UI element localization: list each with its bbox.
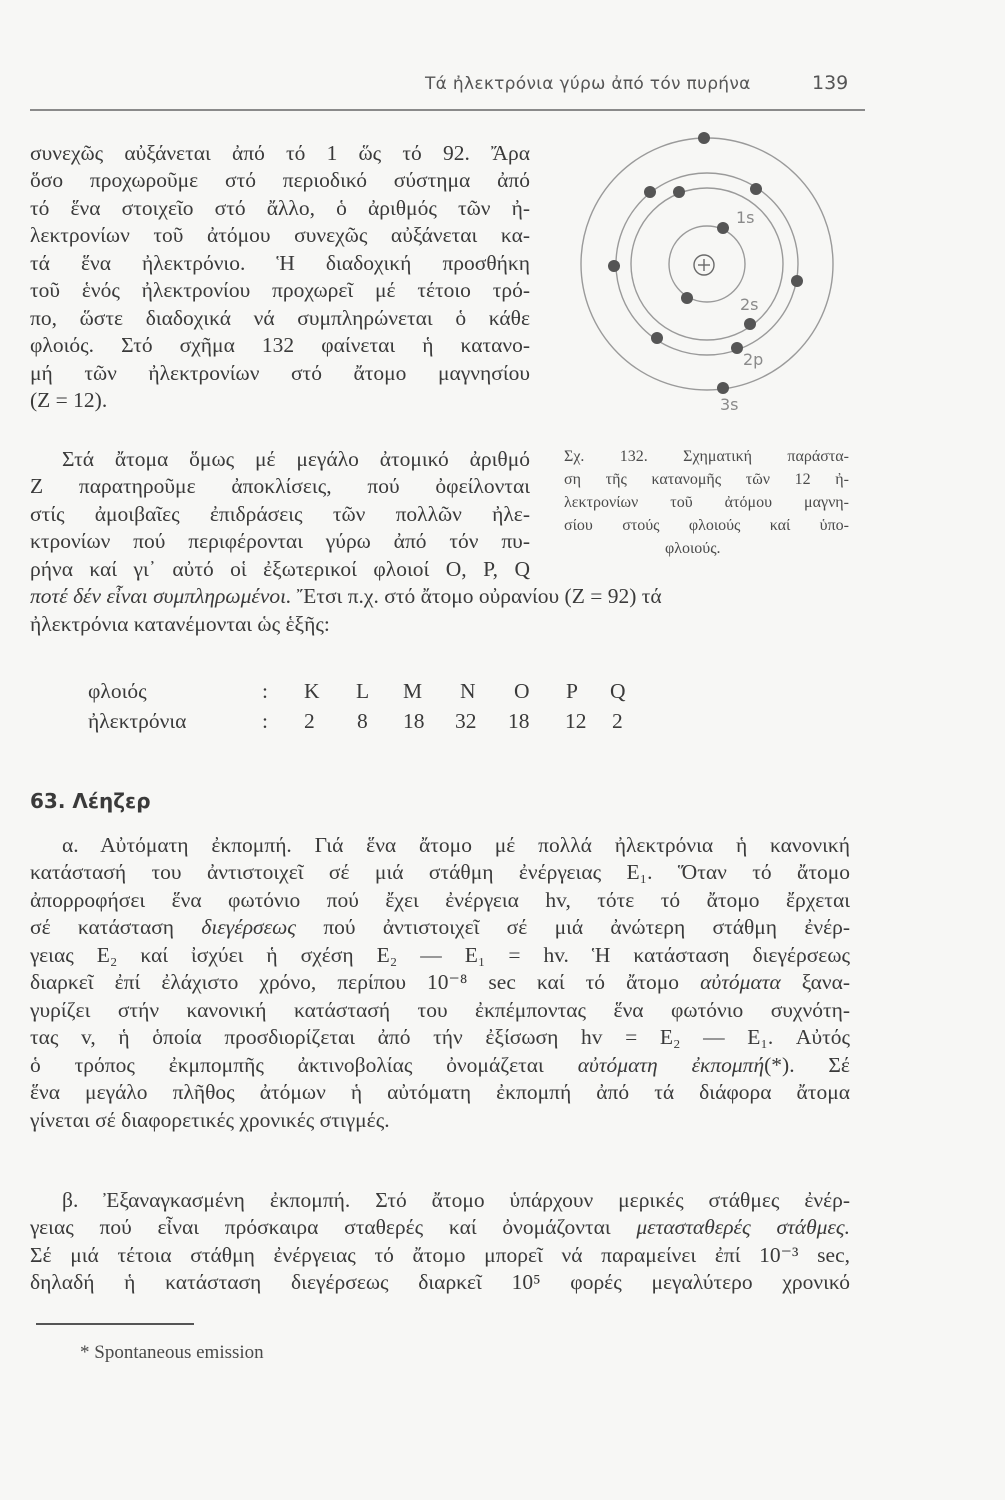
row-label: ἠλεκτρόνια xyxy=(88,709,187,733)
text-line: ἕνα μεγάλο πλῆθος ἀτόμων ἡ αὐτόματη ἐκπομπή ἀπό τά διάφορα ἄτομα xyxy=(30,1080,850,1104)
text-line: γίνεται σέ διαφορετικές χρονικές στιγμές. xyxy=(30,1108,390,1132)
text-line: γειας πού εἶναι πρόσκαιρα σταθερές καί ὀνομάζονται μετασταθερές στάθμες. xyxy=(30,1215,850,1239)
text-line: τά ἕνα ἠλεκτρόνιο. Ἡ διαδοχική προσθήκη xyxy=(30,251,530,275)
text-line: γυρίζει στήν κανονική κατάστασή του ἐκπέμποντας ἕνα φωτόνιο συχνότη- xyxy=(30,998,850,1022)
text-line: κτρονίων πού περιφέρονται γύρω ἀπό τόν πυ- xyxy=(30,529,530,553)
footnote-rule xyxy=(36,1323,194,1325)
text-line: τό ἕνα στοιχεῖο στό ἄλλο, ὁ ἀριθμός τῶν ἠ- xyxy=(30,196,530,220)
text-line: ἠλεκτρόνια κατανέμονται ὡς ἑξῆς: xyxy=(30,612,330,636)
section-heading: 63. Λέηζερ xyxy=(30,789,151,813)
text-line: Z παρατηροῦμε ἀποκλίσεις, πού ὀφείλονται xyxy=(30,474,530,498)
text-line: δηλαδή ἡ κατάσταση διεγέρσεως διαρκεῖ 10⁵ φορές μεγαλύτερο χρονικό xyxy=(30,1270,850,1294)
text-line: τας v, ἡ ὁποία προσδιορίζεται ἀπό τήν ἐξίσωση hv = E₂ — E₁. Αὐτός xyxy=(30,1025,850,1049)
shell-2s-orbit xyxy=(631,188,783,340)
table-cell: 8 xyxy=(357,709,368,733)
emphasis: αὐτόματη ἐκπομπή xyxy=(577,1053,765,1077)
text-line: διαρκεῖ ἐπί ἐλάχιστο χρόνο, περίπου 10⁻⁸ sec καί τό ἄτομο αὐτόματα ξανα- xyxy=(30,970,850,994)
text-line: ρήνα καί γι᾽ αὐτό οἱ ἐξωτερικοί φλοιοί O, P, Q xyxy=(30,557,530,581)
table-cell: K xyxy=(304,679,320,703)
text-line: α. Αὐτόματη ἐκπομπή. Γιά ἕνα ἄτομο μέ πολλά ἠλεκτρόνια ἡ κανονική xyxy=(62,833,850,857)
magnesium-atom-diagram xyxy=(560,120,860,420)
row-label: φλοιός xyxy=(88,679,147,703)
caption-line: λεκτρονίων τοῦ ἀτόμου μαγνη- xyxy=(564,494,849,511)
table-cell: L xyxy=(356,679,370,703)
text-line: μή τῶν ἠλεκτρονίων στό ἄτομο μαγνησίου xyxy=(30,361,530,385)
text-line: τοῦ ἑνός ἠλεκτρονίου προχωρεῖ μέ τέτοιο τρό- xyxy=(30,278,530,302)
text-line: φλοιός. Στό σχῆμα 132 φαίνεται ἡ κατανο- xyxy=(30,333,530,357)
emphasis: ποτέ δέν εἶναι συμπληρωμένοι. xyxy=(30,584,292,608)
table-cell: 18 xyxy=(403,709,425,733)
emphasis: διεγέρσεως xyxy=(201,915,297,939)
caption-line: ση τῆς κατανομῆς τῶν 12 ἠ- xyxy=(564,471,849,488)
text-line: (Z = 12). xyxy=(30,388,108,412)
label-2s: 2s xyxy=(740,295,759,314)
emphasis: μετασταθερές στάθμες. xyxy=(636,1215,850,1239)
text-line: ποτέ δέν εἶναι συμπληρωμένοι. Ἔτσι π.χ. στό ἄτομο οὐρανίου (Z = 92) τά xyxy=(30,584,662,608)
page-number: 139 xyxy=(812,72,849,94)
shell-1s-orbit xyxy=(669,226,745,302)
table-cell: 2 xyxy=(612,709,623,733)
table-cell: N xyxy=(460,679,476,703)
table-cell: M xyxy=(403,679,423,703)
label-3s: 3s xyxy=(720,395,739,414)
text-line: ὁ τρόπος ἐκμπομπῆς ἀκτινοβολίας ὀνομάζεται αὐτόματη ἐκπομπή(*). Σέ xyxy=(30,1053,850,1077)
text-line: ἀπορροφήσει ἕνα φωτόνιο πού ἔχει ἐνέργεια hv, τότε τό ἄτομο ἔρχεται xyxy=(30,888,850,912)
text-line: σέ κατάσταση διεγέρσεως πού ἀντιστοιχεῖ σέ μιά ἀνώτερη στάθμη ἐνέρ- xyxy=(30,915,851,939)
caption-line: Σχ. 132. Σχηματική παράστα- xyxy=(564,448,849,465)
text-line: ὅσο προχωροῦμε στό περιοδικό σύστημα ἀπό xyxy=(30,168,530,192)
text-line: στίς ἀμοιβαῖες ἐπιδράσεις τῶν πολλῶν ἠλε- xyxy=(30,502,530,526)
text-line: συνεχῶς αὐξάνεται ἀπό τό 1 ὥς τό 92. Ἄρα xyxy=(30,141,530,165)
table-cell: 32 xyxy=(455,709,477,733)
table-cell: 18 xyxy=(508,709,530,733)
table-cell: P xyxy=(566,679,578,703)
shell-2p-orbit xyxy=(616,173,798,355)
atom-shells-figure xyxy=(560,120,860,420)
text-line: β. Ἐξαναγκασμένη ἐκπομπή. Στό ἄτομο ὑπάρχουν μερικές στάθμες ἐνέρ- xyxy=(62,1188,850,1212)
text-line: πο, ὥστε διαδοχικά νά συμπληρώνεται ὁ κάθε xyxy=(30,306,530,330)
label-2p: 2p xyxy=(743,350,764,369)
row-colon: : xyxy=(262,679,268,703)
table-cell: 2 xyxy=(304,709,315,733)
nucleus-icon xyxy=(694,255,714,275)
footnote: * Spontaneous emission xyxy=(80,1342,264,1363)
header-rule xyxy=(30,109,865,111)
running-head: Τά ἠλεκτρόνια γύρω ἀπό τόν πυρήνα xyxy=(425,74,751,94)
caption-line: φλοιούς. xyxy=(665,540,721,557)
text-line: γειας E₂ καί ἰσχύει ἡ σχέση E₂ — E₁ = hv. Ἡ κατάσταση διεγέρσεως xyxy=(30,943,850,967)
caption-line: σίου στούς φλοιούς καί ὑπο- xyxy=(564,517,849,534)
text-line: Στά ἄτομα ὅμως μέ μεγάλο ἀτομικό ἀριθμό xyxy=(62,447,530,471)
row-colon: : xyxy=(262,709,268,733)
table-cell: 12 xyxy=(565,709,587,733)
table-cell: O xyxy=(514,679,530,703)
table-cell: Q xyxy=(610,679,626,703)
text-line: κατάστασή του ἀντιστοιχεῖ σέ μιά στάθμη ἐνέργειας E₁. Ὅταν τό ἄτομο xyxy=(30,860,850,884)
text-line: Σέ μιά τέτοια στάθμη ἐνέργειας τό ἄτομο μπορεῖ νά παραμείνει ἐπί 10⁻³ sec, xyxy=(30,1243,850,1267)
emphasis: αὐτόματα xyxy=(700,970,781,994)
text-line: λεκτρονίων τοῦ ἀτόμου συνεχῶς αὐξάνεται κα- xyxy=(30,223,530,247)
label-1s: 1s xyxy=(736,208,755,227)
